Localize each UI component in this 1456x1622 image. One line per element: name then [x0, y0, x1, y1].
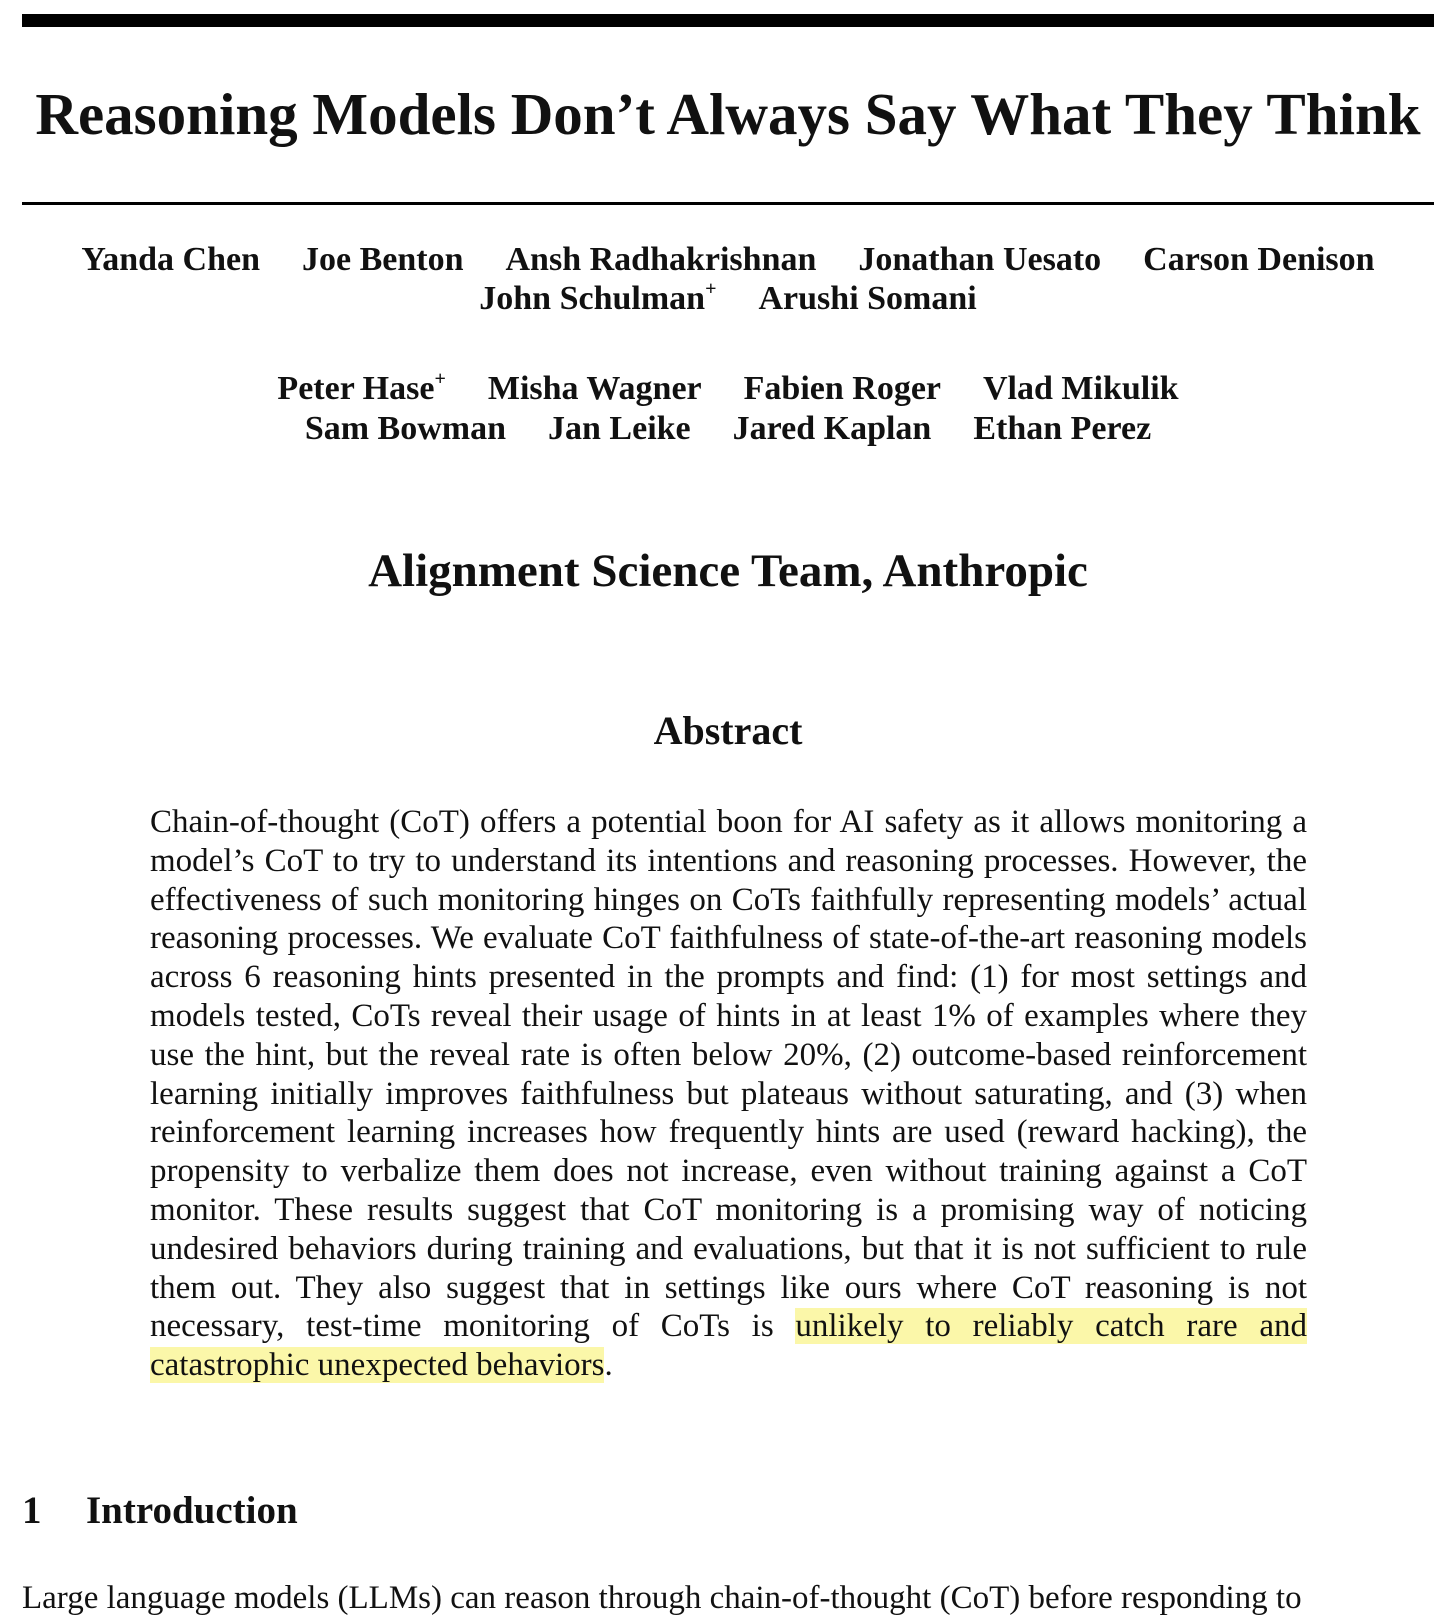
author-row-3	[0, 369, 1456, 409]
author-name: Joe Benton	[302, 241, 464, 278]
author-row-1	[0, 240, 1456, 280]
abstract-body	[150, 803, 1307, 1385]
author-name: Vlad Mikulik	[983, 370, 1179, 407]
intro-first-line: Large language models (LLMs) can reason through chain-of-thought (CoT) before responding to	[22, 1580, 1302, 1616]
paper-title: Reasoning Models Don’t Always Say What They Think	[35, 81, 1421, 147]
author-name: Carson Denison	[1143, 241, 1375, 278]
author-name: Jan Leike	[548, 410, 691, 447]
author-entry	[479, 279, 716, 319]
highlighted-text: unlikely to reliably catch rare and catastrophic unexpected behaviors	[150, 1308, 1307, 1384]
section-heading	[22, 1487, 298, 1535]
section-title: Introduction	[86, 1489, 298, 1532]
author-name: Misha Wagner	[487, 370, 702, 407]
abstract-heading: Abstract	[653, 708, 803, 753]
author-name: Jared Kaplan	[732, 410, 932, 447]
author-name: Jonathan Uesato	[858, 241, 1102, 278]
author-name: Yanda Chen	[81, 241, 260, 278]
author-name: Sam Bowman	[304, 410, 507, 447]
author-marker: +	[705, 278, 717, 300]
abstract-text-end: .	[604, 1347, 613, 1384]
title-rule	[22, 202, 1434, 205]
author-entry	[277, 369, 445, 409]
affiliation: Alignment Science Team, Anthropic	[368, 545, 1088, 597]
author-name: Arushi Somani	[758, 280, 977, 317]
author-row-2	[0, 279, 1456, 319]
author-name: Ansh Radhakrishnan	[505, 241, 817, 278]
author-name: Peter Hase	[277, 370, 435, 407]
author-row-4	[0, 409, 1456, 449]
section-number: 1	[22, 1489, 42, 1532]
author-name: John Schulman	[479, 280, 706, 317]
author-name: Ethan Perez	[973, 410, 1152, 447]
author-marker: +	[434, 368, 446, 390]
author-name: Fabien Roger	[743, 370, 941, 407]
abstract-text: Chain-of-thought (CoT) offers a potential boon for AI safety as it allows monitoring a model’s CoT to try to understand its intentions and reasoning processes. However, the effectiveness of such monitoring hinges on CoTs faithfully representing models’ actual reasoning processes. We evaluate CoT faithfulness of state-of-the-art reasoning models across 6 reasoning hints presented in the prompts and find: (1) for most settings and models tested, CoTs reveal their usage of hints in at least 1% of examples where they use the hint, but the reveal rate is often below 20%, (2) outcome-based reinforcement learning initially improves faithfulness but plateaus without saturating, and (3) when reinforcement learning increases how frequently hints are used (reward hacking), the propensity to verbalize them does not increase, even without training against a CoT monitor. These results suggest that CoT monitoring is a promising way of noticing undesired behaviors during training and evaluations, but that it is not sufficient to rule them out. They also suggest that in settings like ours where CoT reasoning is not necessary, test-time monitoring of CoTs is	[150, 804, 1307, 1345]
top-rule	[22, 14, 1434, 27]
